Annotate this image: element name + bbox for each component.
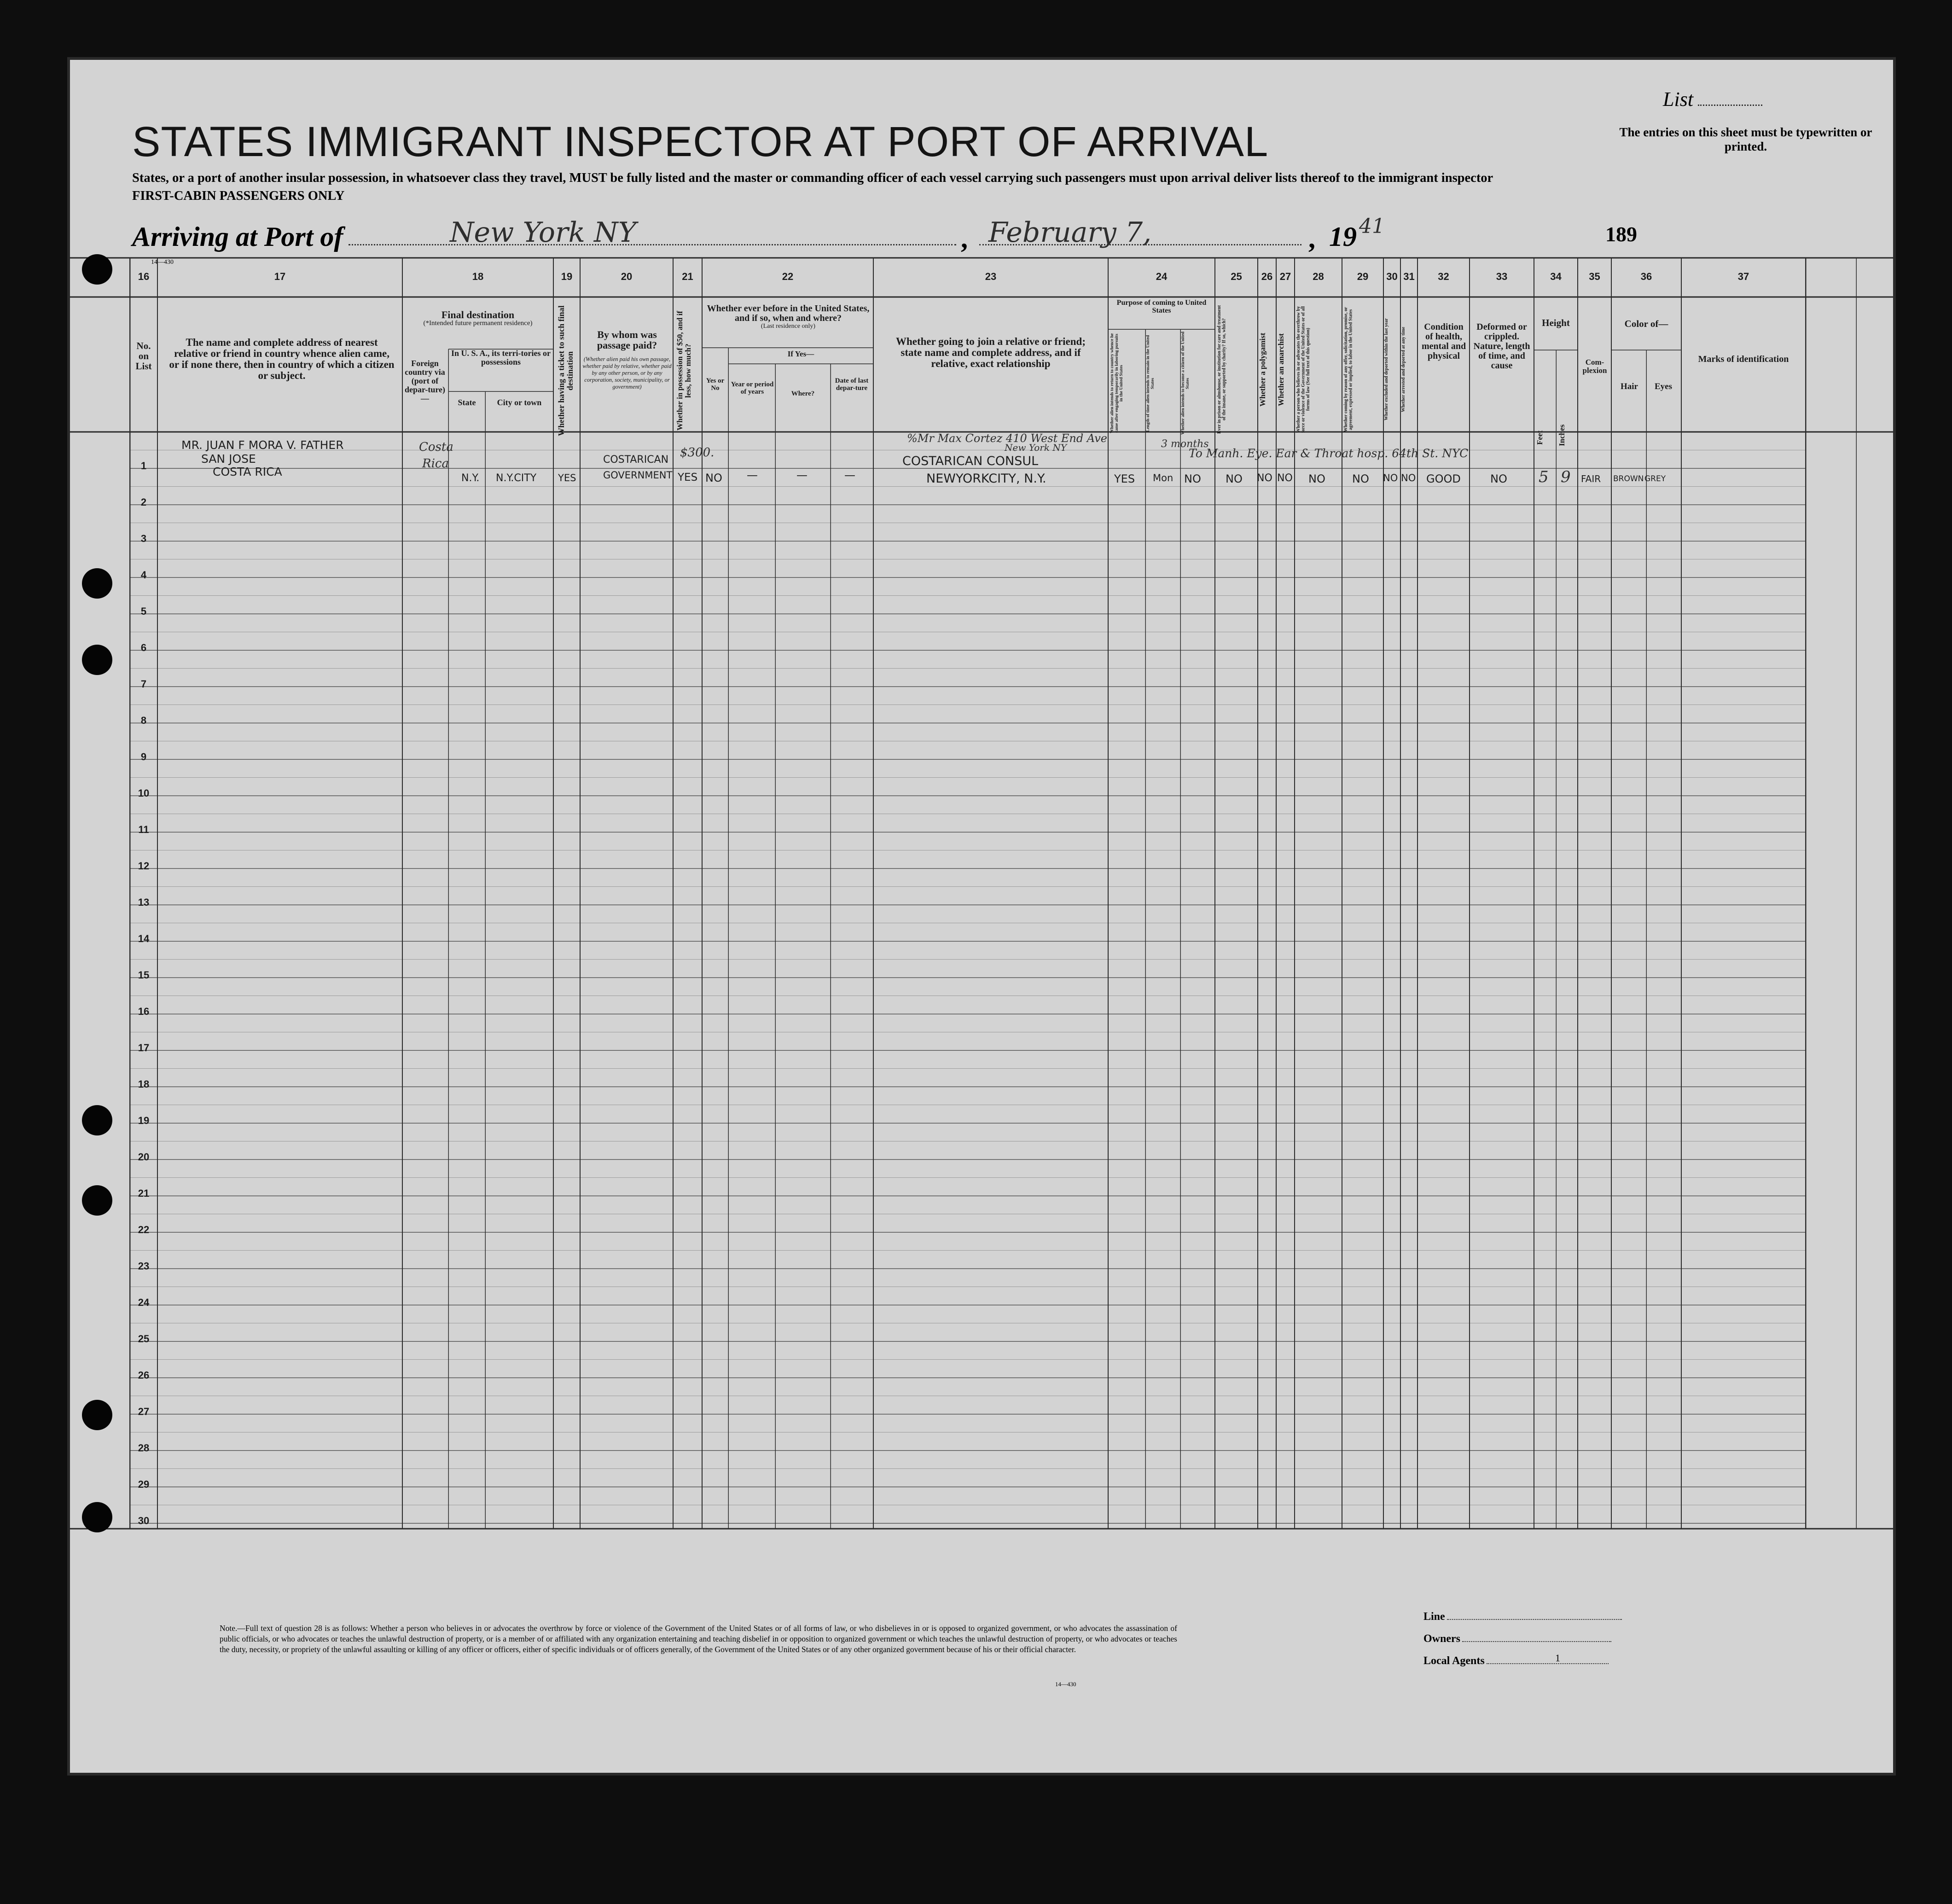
row-num: 4 xyxy=(140,569,147,581)
row-num: 18 xyxy=(138,1078,150,1090)
col20-header: By whom was passage paid? (Whether alien paid his own passage, whether paid by relative, whether paid by any other person, or by any corporation, society, municipality, or government) xyxy=(582,329,672,390)
entry-relative-line3: COSTA RICA xyxy=(213,465,282,478)
row-num: 13 xyxy=(138,897,150,908)
entry-excluded: NO xyxy=(1383,472,1398,483)
entry-money: YES xyxy=(678,472,698,483)
row-num: 26 xyxy=(138,1369,150,1381)
col-num-17: 17 xyxy=(274,271,286,282)
col22-where-header: Where? xyxy=(791,390,815,397)
row-num: 5 xyxy=(140,606,147,617)
row-num: 8 xyxy=(140,715,147,726)
list-label: List xyxy=(1663,87,1762,111)
col-num-31: 31 xyxy=(1403,271,1415,282)
col-num-37: 37 xyxy=(1737,271,1749,282)
row-num: 27 xyxy=(138,1406,150,1417)
col34-header: Height xyxy=(1542,317,1570,328)
year-suffix: 41 xyxy=(1359,215,1385,238)
col34-inches-header: Inches xyxy=(1557,424,1566,446)
col22-header: Whether ever before in the United States, and if so, when and where? (Last residence only) xyxy=(707,303,870,330)
col-num-18: 18 xyxy=(472,271,484,282)
col18-foreign-header: Foreign country via (port of depar-ture)— xyxy=(405,359,445,403)
row-num: 23 xyxy=(138,1260,150,1272)
row-num: 15 xyxy=(138,969,150,981)
col24-header: Purpose of coming to United States xyxy=(1116,299,1207,314)
col18-city-header: City or town xyxy=(497,398,542,407)
col-num-16: 16 xyxy=(138,271,150,282)
entry-foreign-line2: Rica xyxy=(422,457,449,471)
entry-money-amount: $300. xyxy=(680,446,715,460)
entry-arrested: NO xyxy=(1401,472,1416,483)
row-num: 25 xyxy=(138,1333,150,1345)
entry-overflow-note: To Manh. Eye. Ear & Throat hosp. 64th St. NYC xyxy=(1189,447,1469,460)
row-num: 17 xyxy=(138,1042,150,1054)
col-num-36: 36 xyxy=(1640,271,1652,282)
row-num: 6 xyxy=(140,642,147,653)
form-number-top: 14—430 xyxy=(151,259,174,266)
entry-paid-line1: COSTARICAN xyxy=(603,454,669,466)
entry-before-date: — xyxy=(844,469,855,482)
footer-note: Note.—Full text of question 28 is as follows: Whether a person who believes in or advocates the overthrow by force or violence of the Government of the United States or of all forms of law, or who disbelieves in or is opposed to organized government, or who advocates the assassination of public officials, or who advocates or teaches the unlawful destruction of property, or is a member of or affiliated with any organization entertaining and teaching disbelief in or opposition to organized government or which teaches the unlawful destruction of property, or who advocates or teaches the duty, necessity, or propriety of the unlawful assaulting or killing of any officer or officers, either of specific individuals or of officers generally, of the Government of the United States or of any other organized government because of his or their official character. xyxy=(220,1624,1177,1654)
entry-before-yesno: NO xyxy=(705,472,722,484)
punch-hole xyxy=(82,645,112,675)
entry-join-note2: New York NY xyxy=(1005,442,1067,453)
col22-year-header: Year or period of years xyxy=(731,381,774,396)
punch-hole xyxy=(82,1185,112,1216)
footer-line: Line xyxy=(1423,1611,1622,1623)
col-num-30: 30 xyxy=(1386,271,1398,282)
entry-before-where: — xyxy=(796,469,808,482)
entry-overthrow: NO xyxy=(1308,472,1325,485)
row-num: 3 xyxy=(140,533,147,544)
entry-polygamist: NO xyxy=(1257,472,1272,484)
entry-citizen: NO xyxy=(1184,472,1201,485)
punch-hole xyxy=(82,1400,112,1430)
entries-note: The entries on this sheet must be typewritten or printed. xyxy=(1619,125,1872,154)
entry-complexion: FAIR xyxy=(1581,473,1601,484)
col21-header: Whether in possession of $50, and if less, how much? xyxy=(675,311,692,431)
entry-paid-line2: GOVERNMENT xyxy=(603,470,673,481)
col24-citizen-header: Whether alien intends to become a citizen of the United States xyxy=(1181,332,1190,435)
entry-length-note: 3 months xyxy=(1161,438,1209,450)
entry-ticket: YES xyxy=(558,472,576,483)
col-num-33: 33 xyxy=(1496,271,1508,282)
col27-header: Whether an anarchist xyxy=(1277,333,1285,406)
manifest-grid xyxy=(70,60,1893,1773)
col24-length-header: Length of time alien intends to remain in the United States xyxy=(1146,335,1155,432)
page-title: STATES IMMIGRANT INSPECTOR AT PORT OF ARRIVAL xyxy=(132,118,1269,165)
entry-eyes: GREY xyxy=(1644,474,1666,483)
col22-ifyes-header: If Yes— xyxy=(787,349,814,358)
col-num-19: 19 xyxy=(561,271,573,282)
punch-hole xyxy=(82,1105,112,1135)
row-num: 29 xyxy=(138,1479,150,1490)
row-num: 21 xyxy=(138,1188,150,1199)
row-num: 7 xyxy=(140,678,147,690)
row-num: 16 xyxy=(138,1006,150,1017)
col22-date-header: Date of last depar-ture xyxy=(835,377,869,392)
entry-relative-line2: SAN JOSE xyxy=(201,452,256,466)
punch-hole xyxy=(82,1502,112,1532)
col-num-25: 25 xyxy=(1231,271,1242,282)
col18-header: Final destination (*Intended future permanent residence) xyxy=(423,309,533,327)
punch-hole xyxy=(82,568,112,599)
col-num-24: 24 xyxy=(1156,271,1168,282)
col18-state-header: State xyxy=(458,398,476,407)
first-cabin-label: FIRST-CABIN PASSENGERS ONLY xyxy=(132,189,345,203)
col-num-27: 27 xyxy=(1279,271,1291,282)
entry-health: GOOD xyxy=(1426,472,1461,485)
footer-form-number: 14—430 xyxy=(1055,1681,1076,1688)
port-value: New York NY xyxy=(450,216,637,249)
col-num-34: 34 xyxy=(1550,271,1562,282)
row-num: 19 xyxy=(138,1115,150,1126)
manifest-sheet xyxy=(70,60,1893,1773)
entry-inches: 9 xyxy=(1561,468,1571,486)
col36-eyes-header: Eyes xyxy=(1655,382,1672,391)
entry-join-line1: COSTARICAN CONSUL xyxy=(902,454,1039,468)
row-num: 10 xyxy=(138,787,150,799)
col-num-22: 22 xyxy=(782,271,794,282)
col17-header: The name and complete address of nearest relative or friend in country whence alien came, or if none there, then in country of which a citizen or subject. xyxy=(169,337,395,382)
row-num: 11 xyxy=(138,824,149,835)
col34-feet-header: Feet xyxy=(1535,430,1544,445)
col23-header: Whether going to join a relative or friend; state name and complete address, and if relative, exact relationship xyxy=(895,336,1086,370)
col-num-32: 32 xyxy=(1438,271,1449,282)
col24-return-header: Whether alien intends to return to country whence he came after engaging temporarily in laboring pursuits in the United States xyxy=(1110,333,1124,434)
footer-owners: Owners xyxy=(1423,1633,1611,1645)
entry-state: N.Y. xyxy=(461,472,480,484)
col31-header: Whether arrested and deported at any time xyxy=(1401,326,1406,413)
arriving-label: Arriving at Port of xyxy=(132,221,343,252)
row-num: 20 xyxy=(138,1151,150,1163)
col-num-35: 35 xyxy=(1589,271,1600,282)
col28-header: Whether a person who believes in or advocates the overthrow by force or violence of the Government of the United States or of all forms of law (See full text of this question) xyxy=(1296,306,1311,433)
header-instructions: States, or a port of another insular possession, in whatsoever class they travel, MUST be fully listed and the master or commanding officer of each vessel carrying such passengers must upon arrival deliver lists thereof to the immigrant inspector xyxy=(132,171,1493,185)
row-num: 22 xyxy=(138,1224,150,1235)
col-num-23: 23 xyxy=(985,271,997,282)
col36-header: Color of— xyxy=(1624,318,1668,329)
col19-header: Whether having a ticket to such final destination xyxy=(557,305,575,436)
arriving-line: Arriving at Port of New York NY , February 7, , 19 41 189 xyxy=(132,215,1637,254)
col32-header: Condition of health, mental and physical xyxy=(1421,322,1466,361)
entry-length: Mon xyxy=(1153,472,1174,483)
entry-anarchist: NO xyxy=(1277,472,1293,484)
col16-header: No. on List xyxy=(135,340,152,372)
col-num-21: 21 xyxy=(682,271,693,282)
row-num: 30 xyxy=(138,1515,150,1526)
entry-before-year: — xyxy=(747,469,758,482)
col30-header: Whether excluded and deported within the last year xyxy=(1384,318,1389,421)
entry-return: YES xyxy=(1114,472,1135,485)
entry-city: N.Y.CITY xyxy=(496,472,537,484)
row-num: 24 xyxy=(138,1297,150,1308)
punch-hole xyxy=(82,254,112,285)
footer-agents: Local Agents xyxy=(1423,1655,1609,1667)
entry-relative-line1: MR. JUAN F MORA V. FATHER xyxy=(181,438,344,452)
row-num: 9 xyxy=(140,751,147,763)
entry-feet: 5 xyxy=(1539,468,1549,486)
entry-offer: NO xyxy=(1352,472,1369,485)
col35-header: Com-plexion xyxy=(1582,358,1607,375)
date-value: February 7, xyxy=(988,216,1152,249)
entry-join-line2: NEWYORKCITY, N.Y. xyxy=(926,472,1046,486)
col29-header: Whether coming by reason of any offer, solicitation, promise, or agreement, expressed or implied, to labor in the United States xyxy=(1343,307,1354,432)
col-num-26: 26 xyxy=(1261,271,1273,282)
entry-deformed: NO xyxy=(1490,472,1507,485)
col36-hair-header: Hair xyxy=(1621,382,1638,391)
col22-yesno-header: Yes or No xyxy=(706,377,725,392)
row-num: 14 xyxy=(138,933,150,944)
col33-header: Deformed or crippled. Nature, length of time, and cause xyxy=(1473,322,1530,371)
entry-prison: NO xyxy=(1226,472,1243,485)
row-num: 12 xyxy=(138,860,150,872)
col18-usa-header: In U. S. A., its terri-tories or possessions xyxy=(451,349,551,367)
col-num-20: 20 xyxy=(621,271,633,282)
entry-foreign-line1: Costa xyxy=(419,440,453,454)
col-num-29: 29 xyxy=(1357,271,1369,282)
entry-hair: BROWN xyxy=(1613,474,1644,483)
col26-header: Whether a polygamist xyxy=(1258,332,1267,407)
col25-header: Ever in prison or almshouse, or institution for care and treatment of the insane, or supported by charity? If so, which? xyxy=(1217,305,1227,434)
row-num: 1 xyxy=(140,460,147,472)
year-old-print: 189 xyxy=(1605,222,1637,246)
row-num: 2 xyxy=(140,496,147,508)
entry-join-note: %Mr Max Cortez 410 West End Ave xyxy=(907,432,1107,445)
footer-agents-mark: 1 xyxy=(1555,1652,1560,1664)
col37-header: Marks of identification xyxy=(1698,354,1789,364)
col-num-28: 28 xyxy=(1313,271,1324,282)
year-prefix: 19 xyxy=(1329,221,1357,252)
row-num: 28 xyxy=(138,1442,150,1454)
